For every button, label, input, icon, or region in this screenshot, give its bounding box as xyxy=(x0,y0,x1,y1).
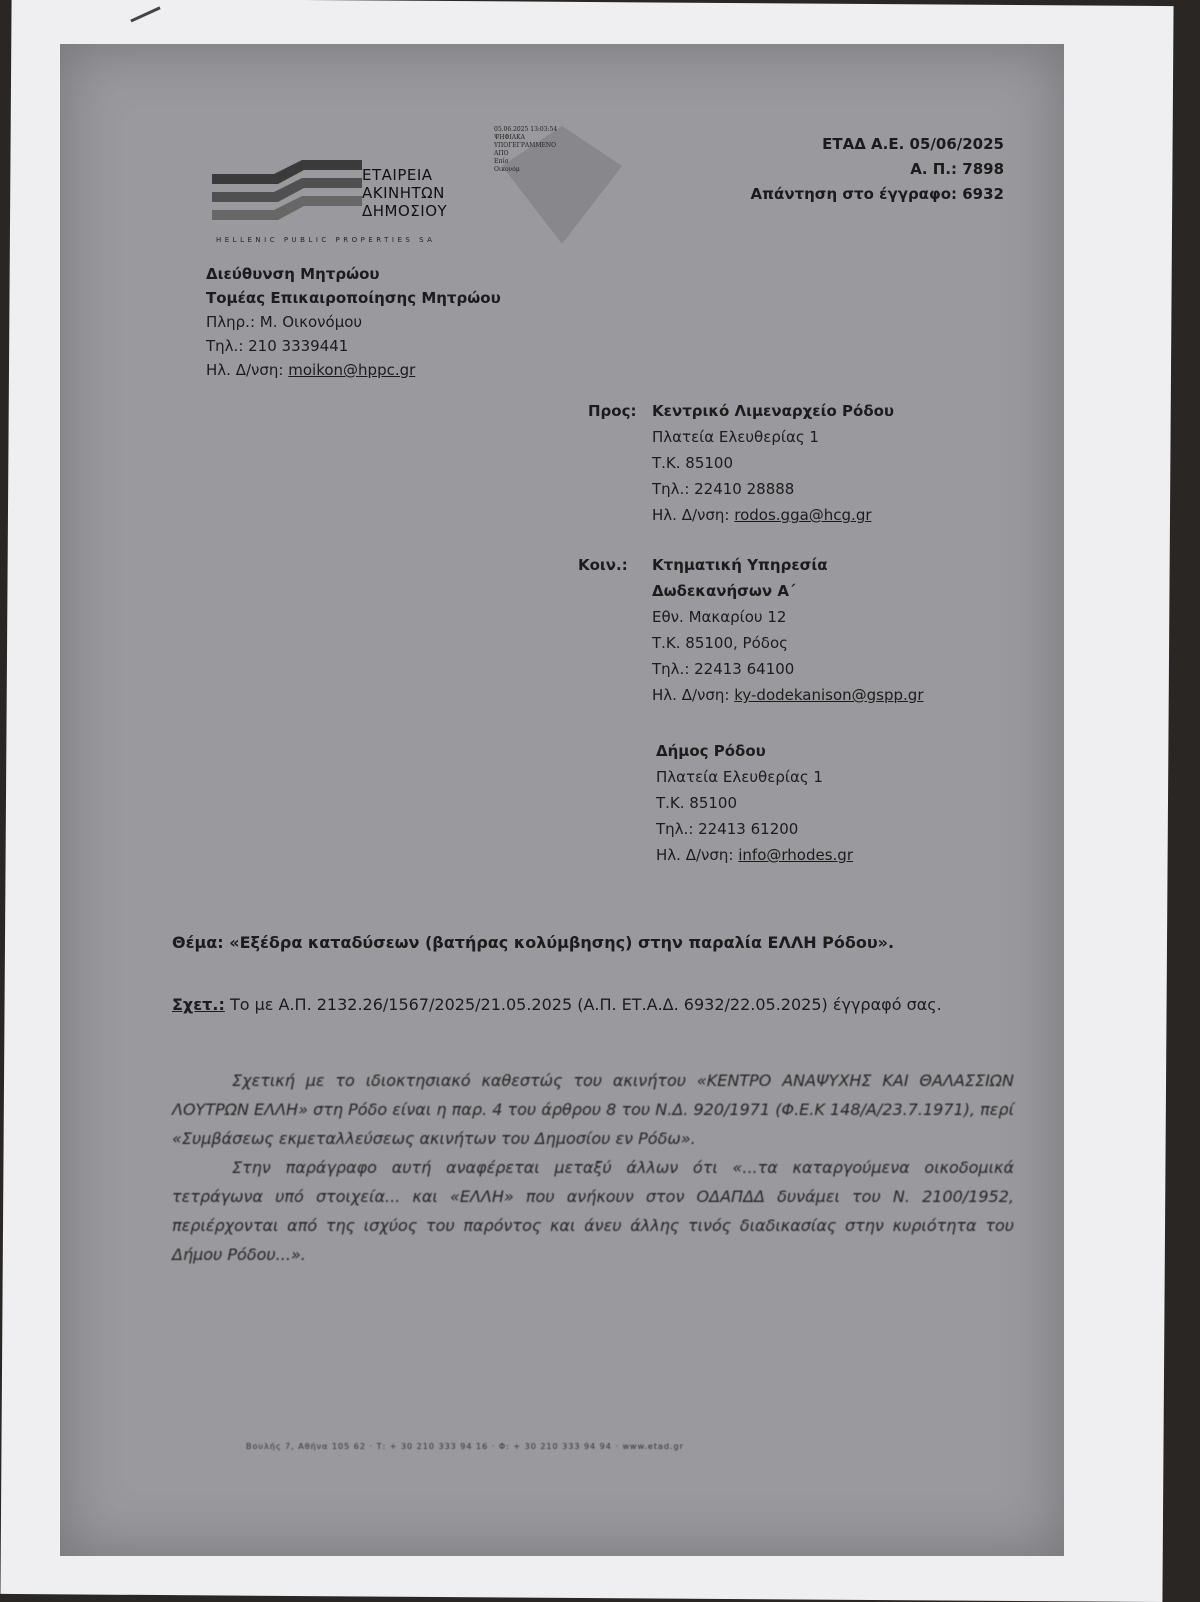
sender-email-link[interactable]: moikon@hppc.gr xyxy=(288,361,416,379)
stamp-line-4: ΑΠΟ xyxy=(494,150,509,157)
logo-line-3: ΔΗΜΟΣΙΟΥ xyxy=(362,202,448,220)
logo-bars-icon xyxy=(212,160,362,230)
reference-block xyxy=(751,132,1004,207)
cc-phone: Τηλ.: 22413 64100 xyxy=(652,660,795,678)
logo-line-1: ΕΤΑΙΡΕΙΑ xyxy=(362,166,433,184)
logo-line-2: ΑΚΙΝΗΤΩΝ xyxy=(362,184,445,202)
to-name: Κεντρικό Λιμεναρχείο Ρόδου xyxy=(652,402,895,420)
cc-postal: Τ.Κ. 85100, Ρόδος xyxy=(652,634,788,652)
cc-label: Κοιν.: xyxy=(578,556,628,574)
cc2-name: Δήμος Ρόδου xyxy=(656,742,766,760)
cc-email-link[interactable]: ky-dodekanison@gspp.gr xyxy=(734,686,924,704)
stamp-line-1: 05.06.2025 13:03:54 xyxy=(494,126,558,133)
cc2-email-label: Ηλ. Δ/νση: xyxy=(656,846,734,864)
cc2-postal: Τ.Κ. 85100 xyxy=(656,794,738,812)
stamp-line-6: Οικονόμ xyxy=(494,166,520,173)
sender-directorate: Διεύθυνση Μητρώου xyxy=(206,265,380,283)
subject-line: Θέμα: «Εξέδρα καταδύσεων (βατήρας κολύμβησης) στην παραλία ΕΛΛΗ Ρόδου». xyxy=(172,933,895,952)
cc-address: Εθν. Μακαρίου 12 xyxy=(652,608,787,626)
to-email-link[interactable]: rodos.gga@hcg.gr xyxy=(734,506,872,524)
to-email-row xyxy=(652,502,894,528)
body-text xyxy=(172,1066,1014,1269)
cc-name-2: Δωδεκανήσων Α΄ xyxy=(652,582,796,600)
to-postal: Τ.Κ. 85100 xyxy=(652,454,734,472)
page-footer: Βουλής 7, Αθήνα 105 62 · Τ: + 30 210 333 94 16 · Φ: + 30 210 333 94 94 · www.etad.gr xyxy=(246,1442,684,1451)
stamp-line-3: ΥΠΟΓΕΓΡΑΜΜΕΝΟ xyxy=(494,142,557,149)
cc2-block xyxy=(656,738,853,868)
sender-phone: Τηλ.: 210 3339441 xyxy=(206,337,349,355)
sender-info: Πληρ.: Μ. Οικονόμου xyxy=(206,313,363,331)
cc-name-1: Κτηματική Υπηρεσία xyxy=(652,556,828,574)
pen-mark xyxy=(130,6,160,22)
stamp-text xyxy=(494,126,604,174)
reference-reply: Απάντηση στο έγγραφο: 6932 xyxy=(750,185,1004,203)
sender-email-label: Ηλ. Δ/νση: xyxy=(206,361,284,379)
document-page xyxy=(60,44,1064,1556)
cc-block xyxy=(652,552,924,708)
to-address: Πλατεία Ελευθερίας 1 xyxy=(652,428,819,446)
logo-text xyxy=(362,166,447,220)
cc2-address: Πλατεία Ελευθερίας 1 xyxy=(656,768,823,786)
cc-email-label: Ηλ. Δ/νση: xyxy=(652,686,730,704)
body-paragraph-2: Στην παράγραφο αυτή αναφέρεται μεταξύ άλλων ότι «...τα καταργούμενα οικοδομικά τετράγωνα υπό στοιχεία... και «ΕΛΛΗ» που ανήκουν στον ΟΔΑΠΔΔ δυνάμει του Ν. 2100/1952, περιέρχονται από της ισχύος του παρόντος και άνευ άλλης τινός διαδικασίας στην κυριότητα του Δήμου Ρόδου...». xyxy=(172,1158,1014,1264)
cc2-email-row xyxy=(656,842,853,868)
to-phone: Τηλ.: 22410 28888 xyxy=(652,480,795,498)
cc2-email-link[interactable]: info@rhodes.gr xyxy=(738,846,853,864)
reference-date: ΕΤΑΔ Α.Ε. 05/06/2025 xyxy=(822,135,1004,153)
relative-line xyxy=(172,990,1014,1020)
cc2-phone: Τηλ.: 22413 61200 xyxy=(656,820,799,838)
sender-block xyxy=(206,262,501,382)
reference-protocol: Α. Π.: 7898 xyxy=(910,160,1004,178)
relative-text: Το με Α.Π. 2132.26/1567/2025/21.05.2025 (Α.Π. ΕΤ.Α.Δ. 6932/22.05.2025) έγγραφό σας. xyxy=(229,995,942,1014)
to-label: Προς: xyxy=(588,402,637,420)
stamp-line-5: Επίσ xyxy=(494,158,509,165)
body-paragraph-1: Σχετική με το ιδιοκτησιακό καθεστώς του ακινήτου «ΚΕΝΤΡΟ ΑΝΑΨΥΧΗΣ ΚΑΙ ΘΑΛΑΣΣΙΩΝ ΛΟΥΤΡΩΝ ΕΛΛΗ» στη Ρόδο είναι η παρ. 4 του άρθρου 8 του Ν.Δ. 920/1971 (Φ.Ε.Κ 148/Α/23.7.1971), περί «Συμβάσεως εκμεταλλεύσεως ακινήτων του Δημοσίου εν Ρόδω». xyxy=(172,1071,1014,1148)
cc-email-row xyxy=(652,682,924,708)
stamp-line-2: ΨΗΦΙΑΚΑ xyxy=(494,134,525,141)
logo-subtitle: HELLENIC PUBLIC PROPERTIES SA xyxy=(216,236,436,244)
sender-email-row xyxy=(206,358,501,382)
sender-sector: Τομέας Επικαιροποίησης Μητρώου xyxy=(206,289,501,307)
to-email-label: Ηλ. Δ/νση: xyxy=(652,506,730,524)
relative-label: Σχετ.: xyxy=(172,995,225,1014)
to-block xyxy=(652,398,894,528)
